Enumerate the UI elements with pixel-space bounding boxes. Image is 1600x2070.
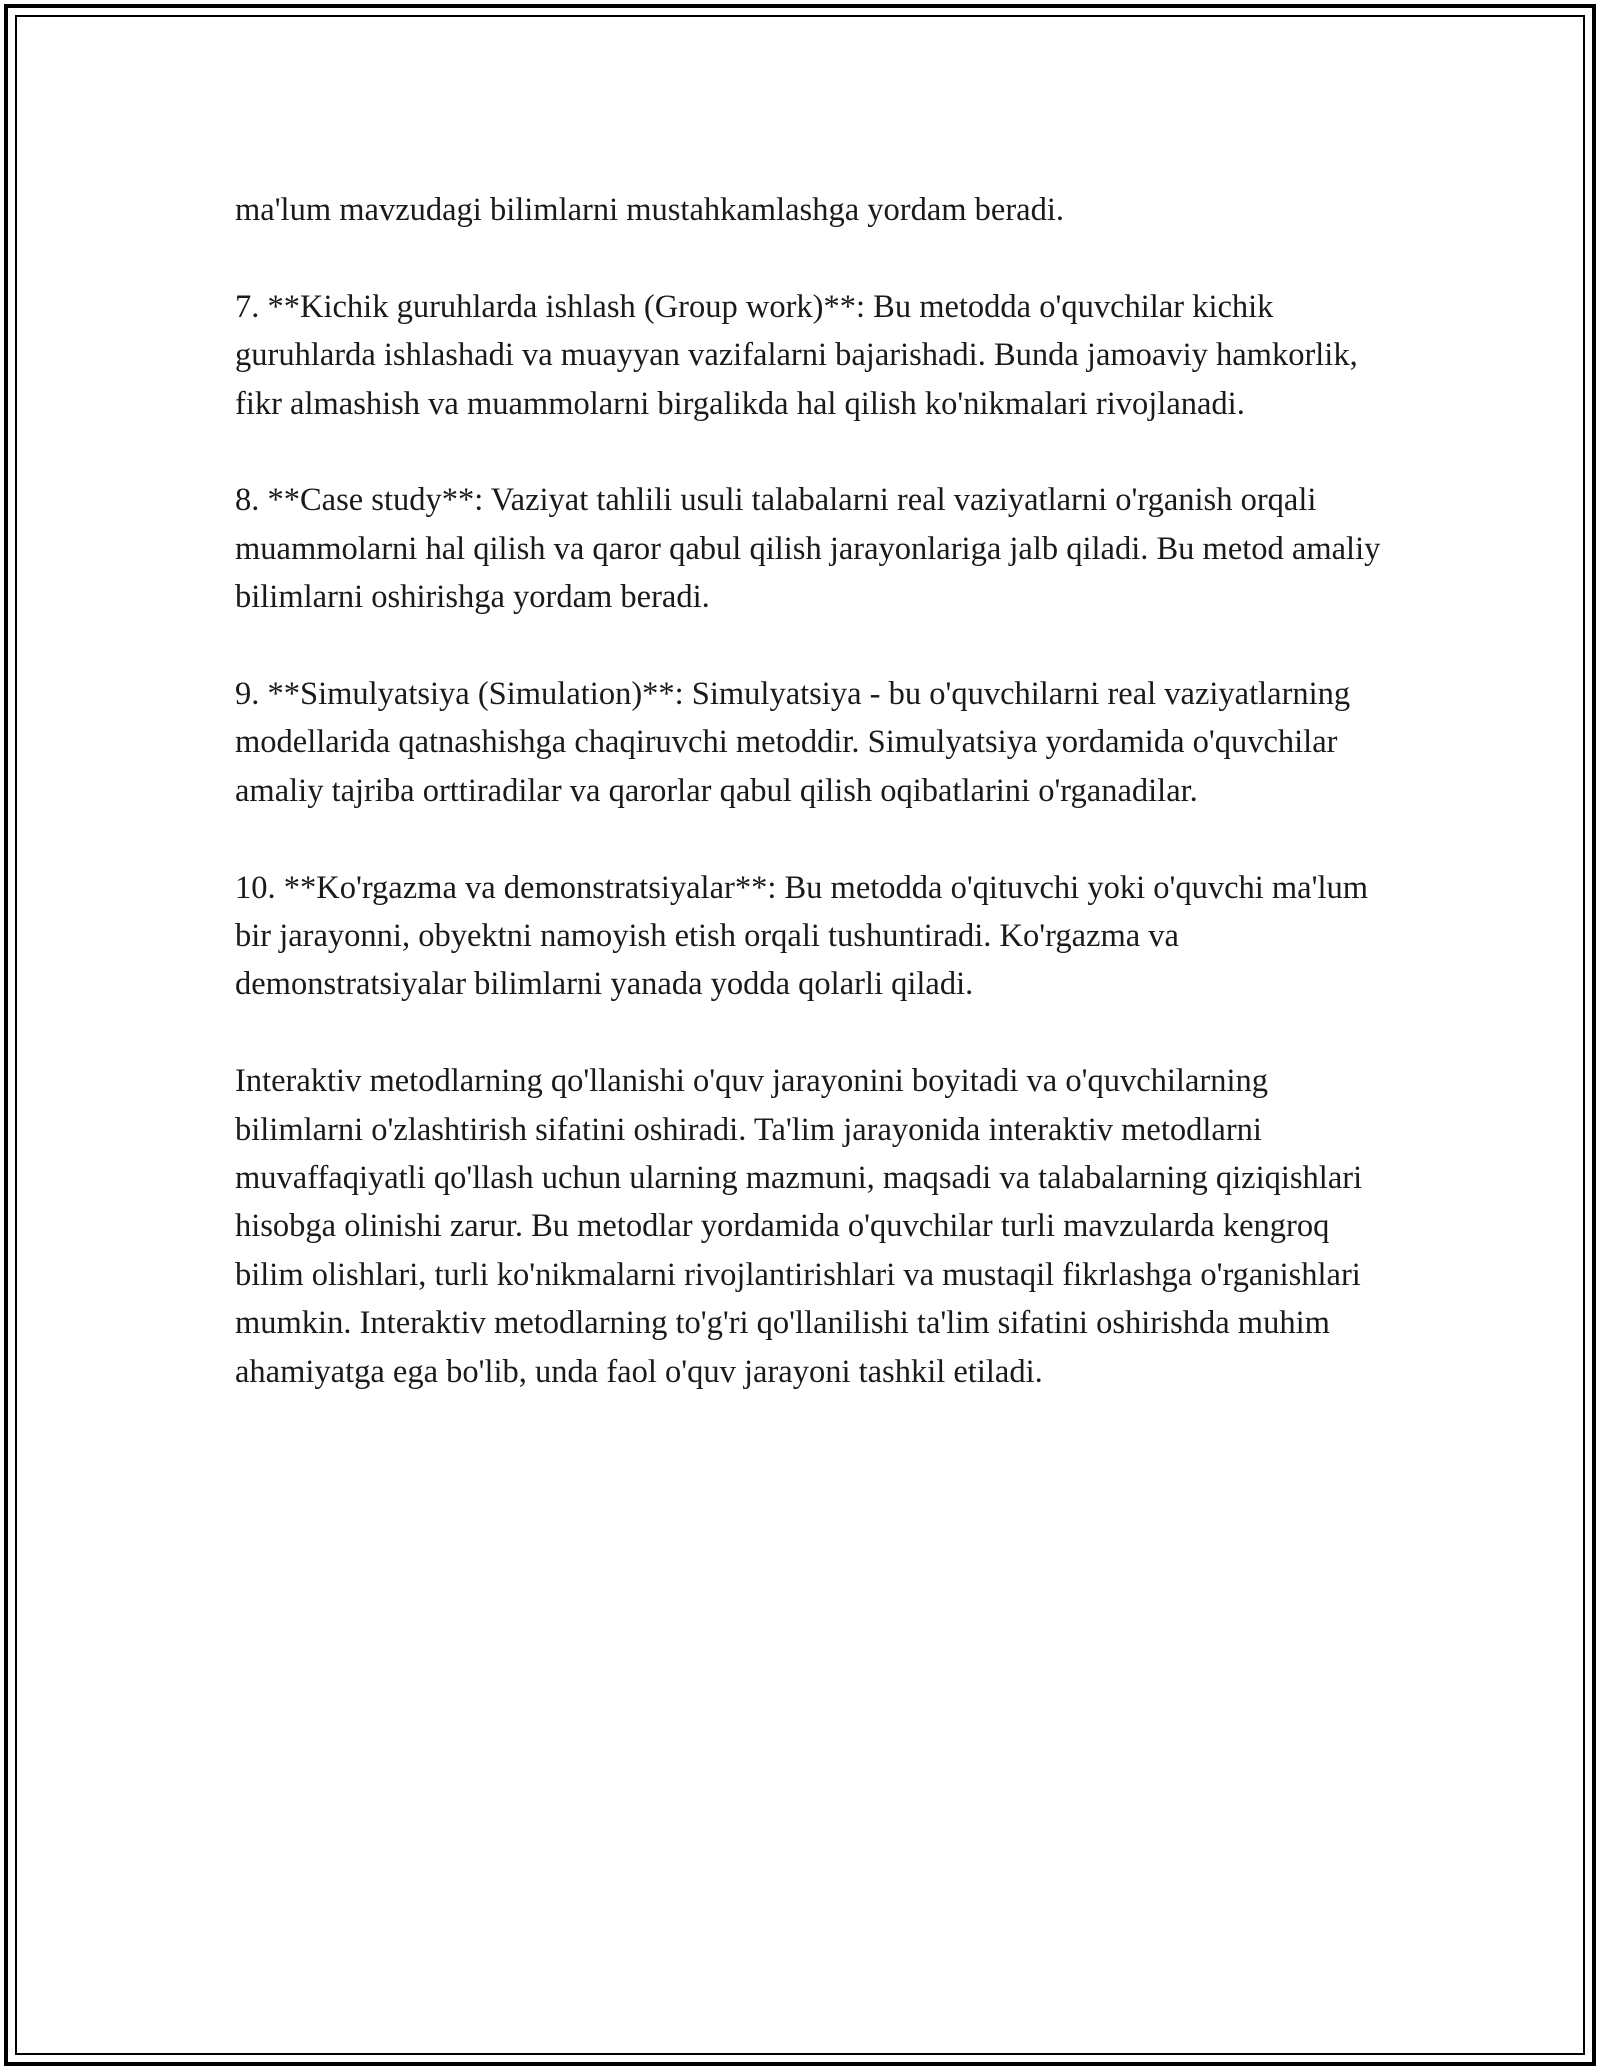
paragraph-gap bbox=[235, 1009, 1385, 1057]
paragraph-gap bbox=[235, 815, 1385, 863]
paragraph-continuation: ma'lum mavzudagi bilimlarni mustahkamlashga yordam beradi. bbox=[235, 192, 1064, 228]
paragraph-gap bbox=[235, 234, 1385, 282]
paragraph-item-9-simulation: 9. **Simulyatsiya (Simulation)**: Simulyatsiya - bu o'quvchilarni real vaziyatlarning modellarida qatnashishga chaqiruvchi metoddir. Simulyatsiya yordamida o'quvchilar amaliy tajriba orttiradilar va qarorlar qabul qilish oqibatlarini o'rganadilar. bbox=[235, 676, 1351, 809]
paragraph-gap bbox=[235, 622, 1385, 670]
document-body bbox=[235, 186, 1385, 1396]
paragraph-item-8-case-study: 8. **Case study**: Vaziyat tahlili usuli talabalarni real vaziyatlarni o'rganish orqali muammolarni hal qilish va qaror qabul qilish jarayonlariga jalb qiladi. Bu metod amaliy bilimlarni oshirishga yordam beradi. bbox=[235, 482, 1381, 616]
paragraph-gap bbox=[235, 428, 1385, 476]
paragraph-item-7-group-work: 7. **Kichik guruhlarda ishlash (Group work)**: Bu metodda o'quvchilar kichik guruhlarda ishlashadi va muayyan vazifalarni bajarishadi. Bunda jamoaviy hamkorlik, fikr almashish va muammolarni birgalikda hal qilish ko'nikmalari rivojlanadi. bbox=[235, 288, 1358, 422]
paragraph-item-10-demonstration: 10. **Ko'rgazma va demonstratsiyalar**: Bu metodda o'qituvchi yoki o'quvchi ma'lum bir jarayonni, obyektni namoyish etish orqali tushuntiradi. Ko'rgazma va demonstratsiyalar bilimlarni yanada yodda qolarli qiladi. bbox=[235, 869, 1369, 1003]
paragraph-conclusion: Interaktiv metodlarning qo'llanishi o'quv jarayonini boyitadi va o'quvchilarning bilimlarni o'zlashtirish sifatini oshiradi. Ta'lim jarayonida interaktiv metodlarni muvaffaqiyatli qo'llash uchun ularning mazmuni, maqsadi va talabalarning qiziqishlari hisobga olinishi zarur. Bu metodlar yordamida o'quvchilar turli mavzularda kengroq bilim olishlari, turli ko'nikmalarni rivojlantirishlari va mustaqil fikrlashga o'rganishlari mumkin. Interaktiv metodlarning to'g'ri qo'llanilishi ta'lim sifatini oshirishda muhim ahamiyatga ega bo'lib, unda faol o'quv jarayoni tashkil etiladi. bbox=[235, 1063, 1363, 1390]
